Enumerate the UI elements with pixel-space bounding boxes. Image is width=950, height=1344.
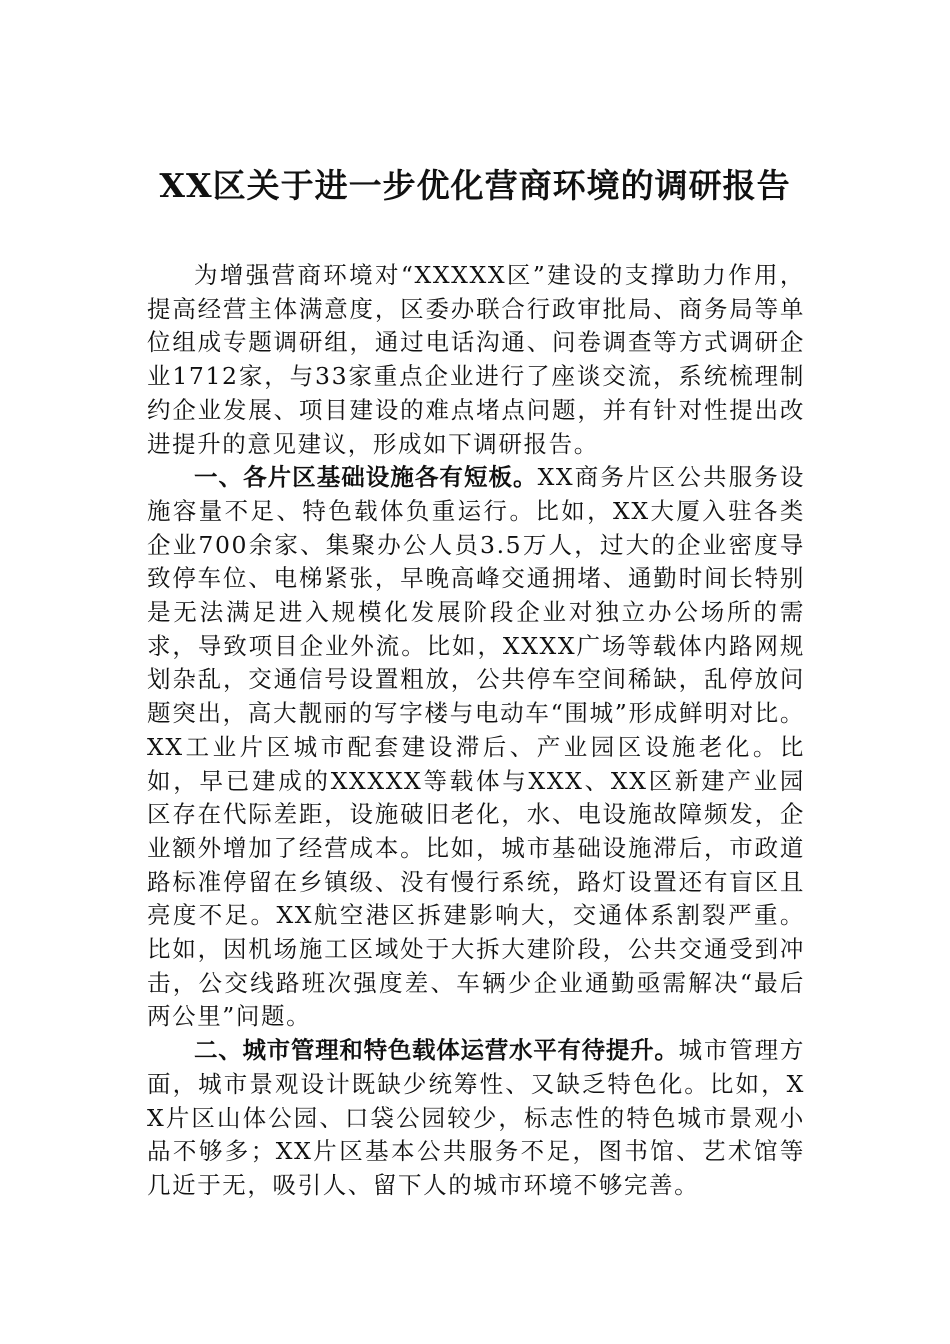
document-body	[147, 259, 805, 1203]
intro-paragraph: 为增强营商环境对“XXXXX区”建设的支撑助力作用，提高经营主体满意度，区委办联合行政审批局、商务局等单位组成专题调研组，通过电话沟通、问卷调查等方式调研企业1712家，与33家重点企业进行了座谈交流，系统梳理制约企业发展、项目建设的难点堵点问题，并有针对性提出改进提升的意见建议，形成如下调研报告。	[147, 261, 805, 458]
section-paragraph-1	[147, 461, 805, 1034]
section-heading-1: 一、各片区基础设施各有短板。	[194, 463, 538, 492]
section-text-1: XX商务片区公共服务设施容量不足、特色载体负重运行。比如，XX大厦入驻各类企业700余家、集聚办公人员3.5万人，过大的企业密度导致停车位、电梯紧张，早晚高峰交通拥堵、通勤时间长特别是无法满足进入规模化发展阶段企业对独立办公场所的需求，导致项目企业外流。比如，XXXX广场等载体内路网规划杂乱，交通信号设置粗放，公共停车空间稀缺，乱停放问题突出，高大靓丽的写字楼与电动车“围城”形成鲜明对比。XX工业片区城市配套建设滞后、产业园区设施老化。比如，早已建成的XXXXX等载体与XXX、XX区新建产业园区存在代际差距，设施破旧老化，水、电设施故障频发，企业额外增加了经营成本。比如，城市基础设施滞后，市政道路标准停留在乡镇级、没有慢行系统，路灯设置还有盲区且亮度不足。XX航空港区拆建影响大，交通体系割裂严重。比如，因机场施工区域处于大拆大建阶段，公共交通受到冲击，公交线路班次强度差、车辆少企业通勤亟需解决“最后两公里”问题。	[147, 463, 806, 1031]
section-heading-2: 二、城市管理和特色载体运营水平有待提升。	[194, 1036, 679, 1065]
section-paragraph-2	[147, 1034, 805, 1203]
document-title: XX区关于进一步优化营商环境的调研报告	[159, 166, 791, 205]
section-text-2: 城市管理方面，城市景观设计既缺少统筹性、又缺乏特色化。比如，XX片区山体公园、口袋公园较少，标志性的特色城市景观小品不够多；XX片区基本公共服务不足，图书馆、艺术馆等几近于无，吸引人、留下人的城市环境不够完善。	[147, 1036, 806, 1199]
